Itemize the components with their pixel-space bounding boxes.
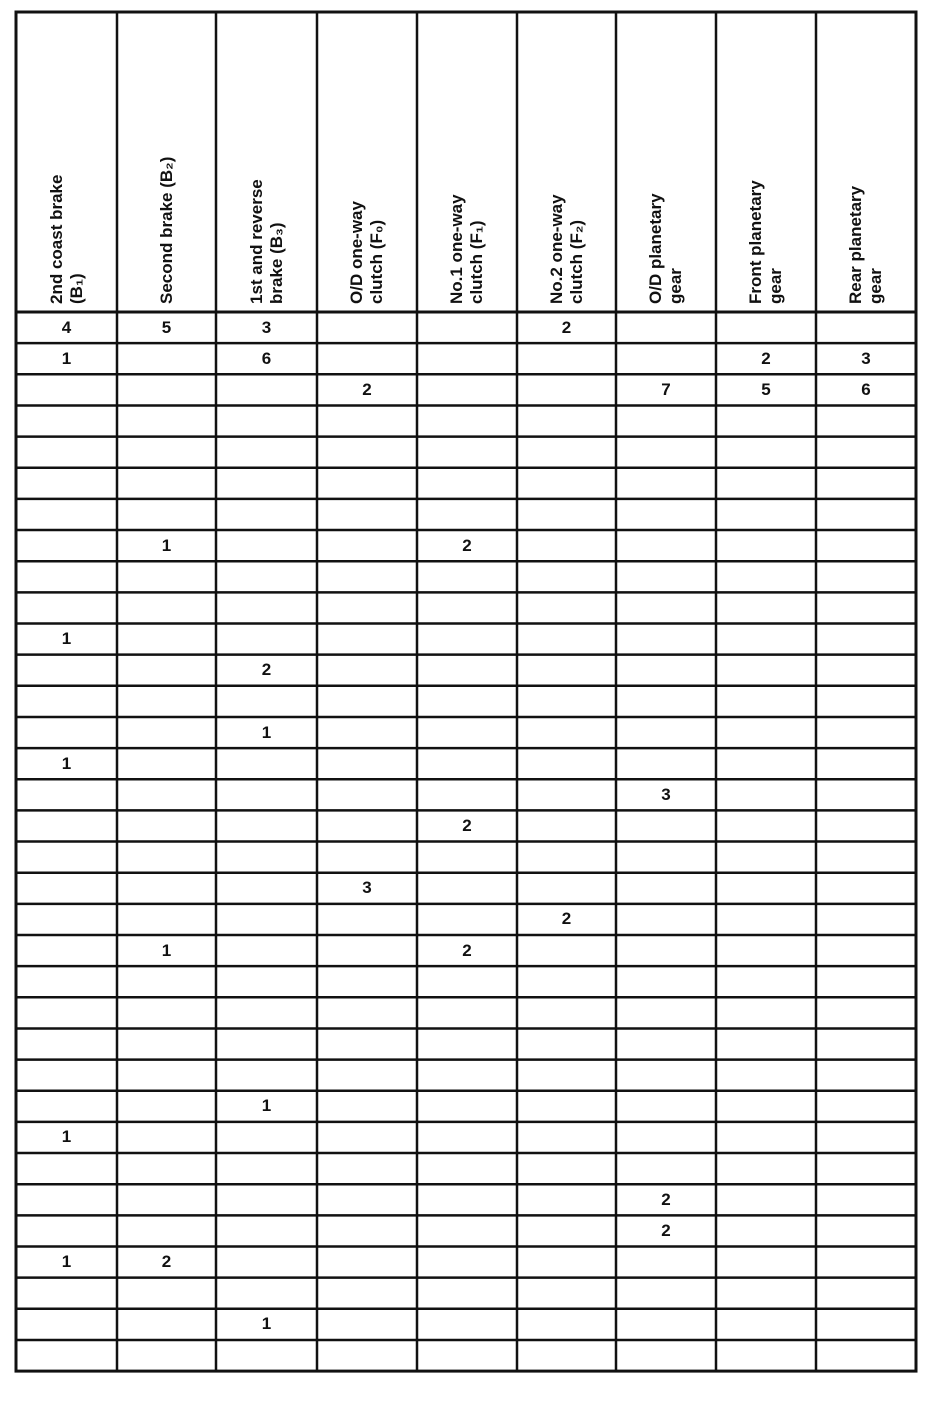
cell-value: 1 (161, 535, 172, 555)
table-cell (216, 312, 317, 343)
table-cell (816, 374, 916, 405)
table-cell (317, 873, 417, 904)
column-header-line: gear (866, 268, 885, 304)
table-cell (417, 810, 517, 841)
table-cell (616, 1215, 716, 1246)
table-cell (417, 530, 517, 561)
table-cell (616, 374, 716, 405)
cell-value: 1 (261, 722, 272, 742)
column-header (317, 12, 417, 304)
column-header-line: (B₁) (66, 273, 86, 304)
cell-value: 1 (61, 348, 72, 368)
column-header-line: No.1 one-way (447, 194, 466, 304)
table-cell (216, 655, 317, 686)
cell-value: 1 (61, 1252, 72, 1272)
table-cell (117, 935, 216, 966)
cell-value: 2 (161, 1252, 172, 1272)
column-header-line: Rear planetary (846, 185, 865, 304)
column-header-line: 2nd coast brake (46, 174, 66, 304)
table-cell (216, 1091, 317, 1122)
cell-value: 2 (261, 660, 272, 680)
table-cell (616, 1184, 716, 1215)
cell-value: 2 (661, 1220, 671, 1240)
cell-value: 1 (61, 629, 72, 649)
cell-value: 5 (161, 317, 172, 337)
cell-value: 3 (362, 878, 372, 898)
column-header-line: Second brake (B₂) (156, 156, 176, 304)
table-cell (16, 748, 117, 779)
cell-value: 1 (161, 940, 172, 960)
cell-value: 1 (261, 1314, 272, 1334)
table-cell (517, 312, 616, 343)
cell-value: 1 (261, 1096, 272, 1116)
table-cell (117, 530, 216, 561)
column-header (117, 12, 216, 304)
table-cell (216, 717, 317, 748)
cell-value: 2 (561, 317, 572, 337)
cell-value: 6 (861, 379, 871, 399)
table-cell (317, 374, 417, 405)
cell-value: 2 (462, 940, 472, 960)
table-cell (716, 374, 816, 405)
table-cell (117, 1247, 216, 1278)
cell-value: 7 (661, 379, 671, 399)
cell-value: 1 (61, 753, 72, 773)
column-header-line: No.2 one-way (546, 194, 566, 304)
cell-value: 2 (661, 1189, 671, 1209)
column-header (16, 12, 117, 304)
column-header (517, 12, 616, 304)
cell-value: 5 (761, 379, 771, 399)
cell-value: 1 (61, 1127, 72, 1147)
cell-value: 3 (261, 317, 272, 337)
table-cell (716, 343, 816, 374)
table-cell (616, 779, 716, 810)
table-cell (16, 624, 117, 655)
table-cell (117, 312, 216, 343)
cell-value: 6 (261, 348, 272, 368)
table-cell (16, 1122, 117, 1153)
cell-value: 3 (861, 348, 871, 368)
table-cell (816, 343, 916, 374)
column-header-line: Front planetary (746, 180, 765, 304)
table-cell (216, 1309, 317, 1340)
cell-value: 2 (761, 348, 771, 368)
column-header-line: 1st and reverse (246, 179, 266, 304)
column-header-line: O/D one-way (347, 201, 366, 304)
cell-value: 4 (61, 317, 72, 337)
cell-value: 2 (561, 909, 572, 929)
column-header-line: gear (766, 268, 785, 304)
column-header-line: clutch (F₀) (367, 219, 386, 304)
column-header (716, 12, 816, 304)
table-cell (16, 343, 117, 374)
column-header (216, 12, 317, 304)
column-header (616, 12, 716, 304)
column-header (816, 12, 916, 304)
cell-value: 3 (661, 784, 671, 804)
table-cell (216, 343, 317, 374)
cell-value: 2 (462, 815, 472, 835)
cell-value: 2 (362, 379, 372, 399)
column-header-line: gear (666, 268, 685, 304)
table-cell (16, 312, 117, 343)
column-header-line: O/D planetary (646, 193, 665, 304)
column-header-line: clutch (F₂) (566, 219, 586, 304)
column-header (417, 12, 517, 304)
table-cell (517, 904, 616, 935)
cell-value: 2 (462, 535, 472, 555)
column-header-line: clutch (F₁) (467, 220, 486, 304)
column-header-line: brake (B₃) (266, 222, 286, 304)
table-cell (16, 1247, 117, 1278)
table-cell (417, 935, 517, 966)
